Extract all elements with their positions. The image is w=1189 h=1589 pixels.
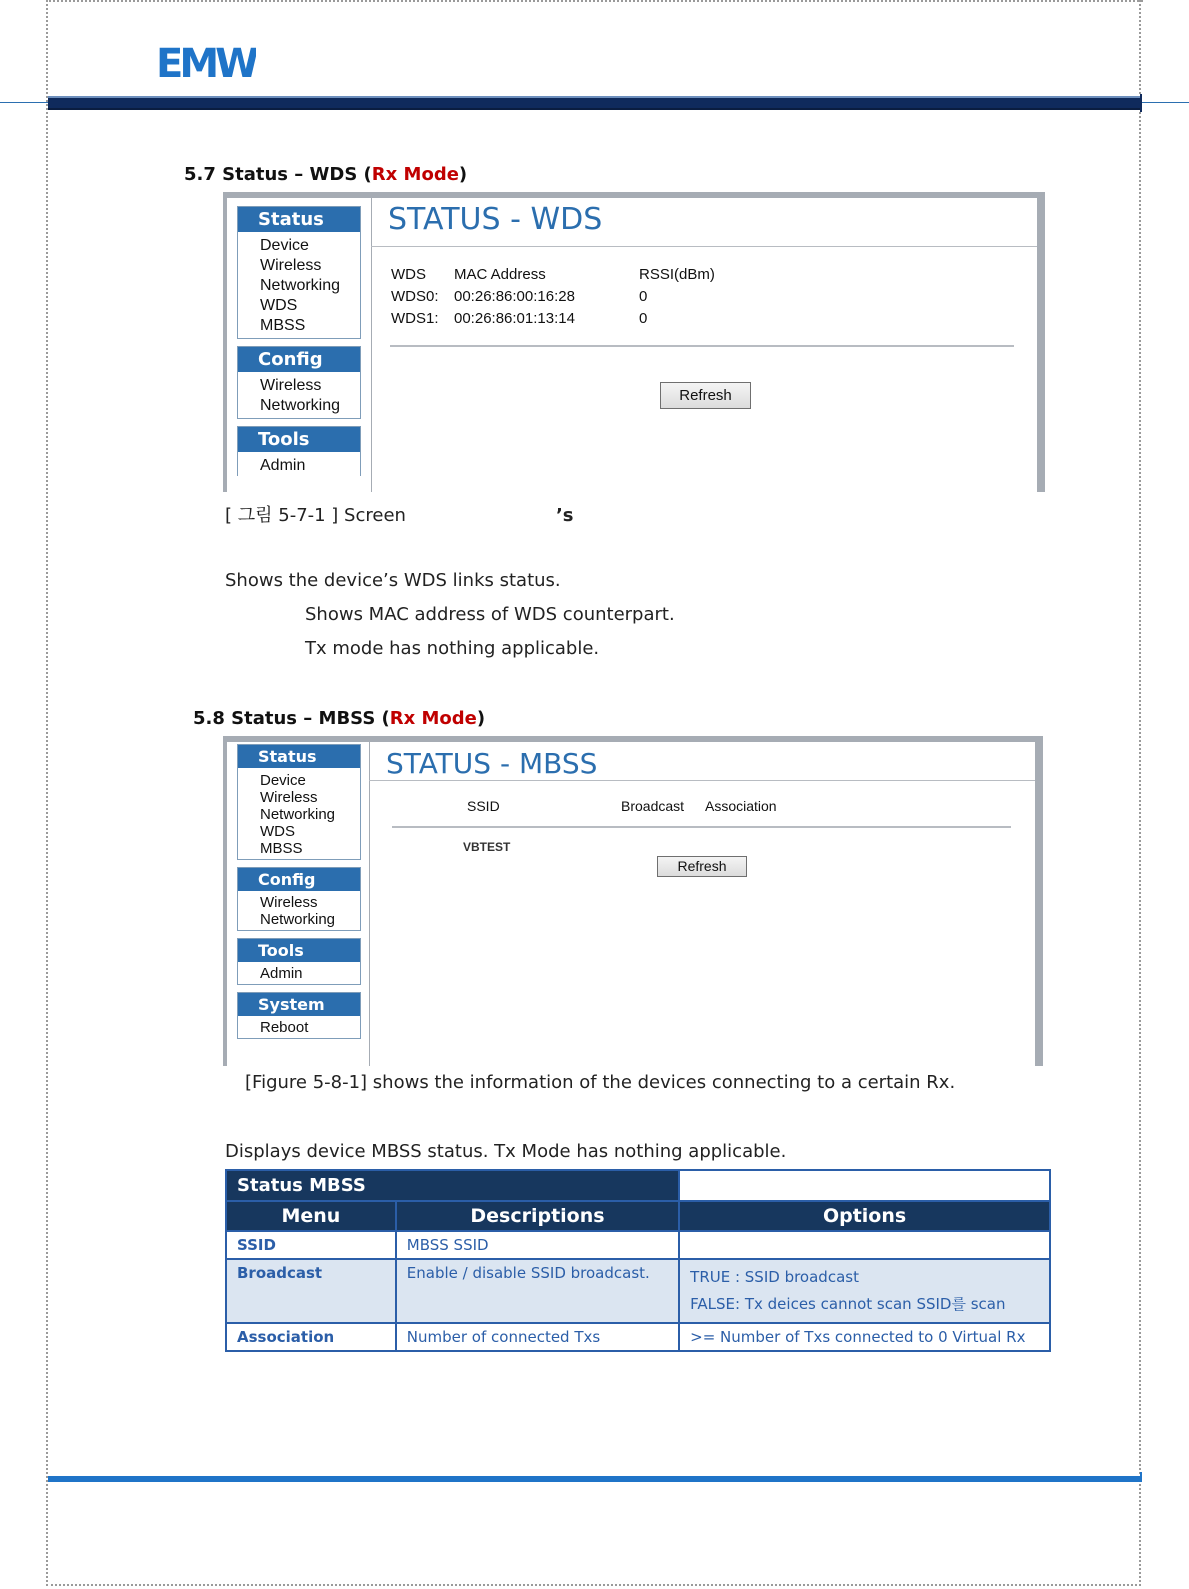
figure-caption-mbss: [Figure 5-8-1] shows the information of the devices connecting to a certain Rx. <box>245 1072 956 1093</box>
table-row <box>226 1323 1050 1351</box>
menu-group-system <box>237 992 361 1039</box>
wds-row-name: WDS1: <box>391 310 439 327</box>
menu-item-wds[interactable]: WDS <box>260 297 298 314</box>
menu-item-config-networking[interactable]: Networking <box>260 911 336 928</box>
wds-screenshot <box>223 192 1045 492</box>
menu-item-wireless[interactable]: Wireless <box>260 257 322 274</box>
spec-header-options: Options <box>679 1201 1050 1231</box>
footer-tick <box>1140 1472 1142 1482</box>
wds-side-menu <box>237 206 361 483</box>
wds-row-name: WDS0: <box>391 288 439 305</box>
spec-options-cell <box>679 1231 1050 1259</box>
menu-item-device[interactable]: Device <box>260 237 309 254</box>
header-tick <box>1140 94 1142 112</box>
wds-desc-2: Shows MAC address of WDS counterpart. <box>305 604 675 625</box>
wds-row-mac: 00:26:86:01:13:14 <box>454 310 575 327</box>
wds-row-rssi: 0 <box>639 310 648 327</box>
menu-item-wireless[interactable]: Wireless <box>260 789 318 806</box>
wds-page-title: STATUS - WDS <box>388 202 603 237</box>
menu-item-config-wireless[interactable]: Wireless <box>260 894 318 911</box>
wds-col-rssi: RSSI(dBm) <box>639 266 715 283</box>
spec-desc-cell: Enable / disable SSID broadcast. <box>396 1259 679 1323</box>
mbss-col-broadcast: Broadcast <box>621 798 685 814</box>
mbss-ssid-value: VBTEST <box>463 840 511 854</box>
menu-group-tools <box>237 938 361 985</box>
table-row <box>226 1231 1050 1259</box>
spec-desc-cell: MBSS SSID <box>396 1231 679 1259</box>
section-title-wds: 5.7 Status – WDS (Rx Mode) <box>184 164 468 185</box>
wds-col-wds: WDS <box>391 266 426 283</box>
mbss-desc: Displays device MBSS status. Tx Mode has nothing applicable. <box>225 1141 787 1162</box>
menu-group-config <box>237 346 361 419</box>
footer-bar <box>48 1476 1142 1482</box>
spec-header-menu: Menu <box>226 1201 396 1231</box>
spec-option-line: FALSE: Tx deices cannot scan SSID를 scan <box>690 1295 1006 1313</box>
menu-item-mbss[interactable]: MBSS <box>260 840 303 857</box>
menu-item-admin[interactable]: Admin <box>260 965 303 982</box>
spec-table-title: Status MBSS <box>226 1170 679 1201</box>
header-bar <box>48 96 1142 110</box>
mbss-col-association: Association <box>705 798 777 814</box>
wds-row-mac: 00:26:86:00:16:28 <box>454 288 575 305</box>
menu-item-admin[interactable]: Admin <box>260 457 306 474</box>
wds-row-rssi: 0 <box>639 288 648 305</box>
logo-text: EMW <box>156 44 256 80</box>
menu-head-status[interactable]: Status <box>238 207 360 232</box>
wds-desc-3: Tx mode has nothing applicable. <box>305 638 600 659</box>
spec-desc-cell: Number of connected Txs <box>396 1323 679 1351</box>
mbss-spec-table <box>225 1169 1051 1352</box>
mbss-side-menu <box>237 744 361 1046</box>
menu-head-config[interactable]: Config <box>238 868 360 891</box>
section-title-mbss: 5.8 Status – MBSS (Rx Mode) <box>193 708 486 729</box>
menu-head-tools[interactable]: Tools <box>238 427 360 452</box>
spec-menu-cell: Association <box>226 1323 396 1351</box>
menu-group-config <box>237 867 361 931</box>
menu-head-config[interactable]: Config <box>238 347 360 372</box>
menu-item-device[interactable]: Device <box>260 772 306 789</box>
spec-option-line: TRUE : SSID broadcast <box>690 1268 859 1286</box>
menu-item-mbss[interactable]: MBSS <box>260 317 306 334</box>
spec-header-descriptions: Descriptions <box>396 1201 679 1231</box>
mbss-col-ssid: SSID <box>467 798 500 814</box>
table-row <box>226 1259 1050 1323</box>
mbss-page-title: STATUS - MBSS <box>386 747 598 780</box>
menu-group-tools <box>237 426 361 476</box>
spec-menu-cell: SSID <box>226 1231 396 1259</box>
mbss-refresh-button[interactable]: Refresh <box>657 856 747 877</box>
menu-head-status[interactable]: Status <box>238 745 360 768</box>
menu-item-reboot[interactable]: Reboot <box>260 1019 309 1036</box>
spec-options-cell: >= Number of Txs connected to 0 Virtual Rx <box>679 1323 1050 1351</box>
menu-head-tools[interactable]: Tools <box>238 939 360 962</box>
spec-menu-cell: Broadcast <box>226 1259 396 1323</box>
menu-group-status <box>237 206 361 339</box>
menu-head-system[interactable]: System <box>238 993 360 1016</box>
wds-refresh-button[interactable]: Refresh <box>660 382 751 409</box>
menu-item-config-wireless[interactable]: Wireless <box>260 377 322 394</box>
mbss-screenshot <box>223 736 1043 1066</box>
wds-desc-1: Shows the device’s WDS links status. <box>225 570 561 591</box>
spec-options-cell <box>679 1259 1050 1323</box>
figure-caption-wds: [ 그림 5-7-1 ] Screen ’s <box>225 505 574 526</box>
menu-group-status <box>237 744 361 860</box>
emw-logo <box>156 44 256 80</box>
menu-item-networking[interactable]: Networking <box>260 277 341 294</box>
wds-col-mac: MAC Address <box>454 266 546 283</box>
menu-item-networking[interactable]: Networking <box>260 806 336 823</box>
menu-item-config-networking[interactable]: Networking <box>260 397 341 414</box>
menu-item-wds[interactable]: WDS <box>260 823 295 840</box>
